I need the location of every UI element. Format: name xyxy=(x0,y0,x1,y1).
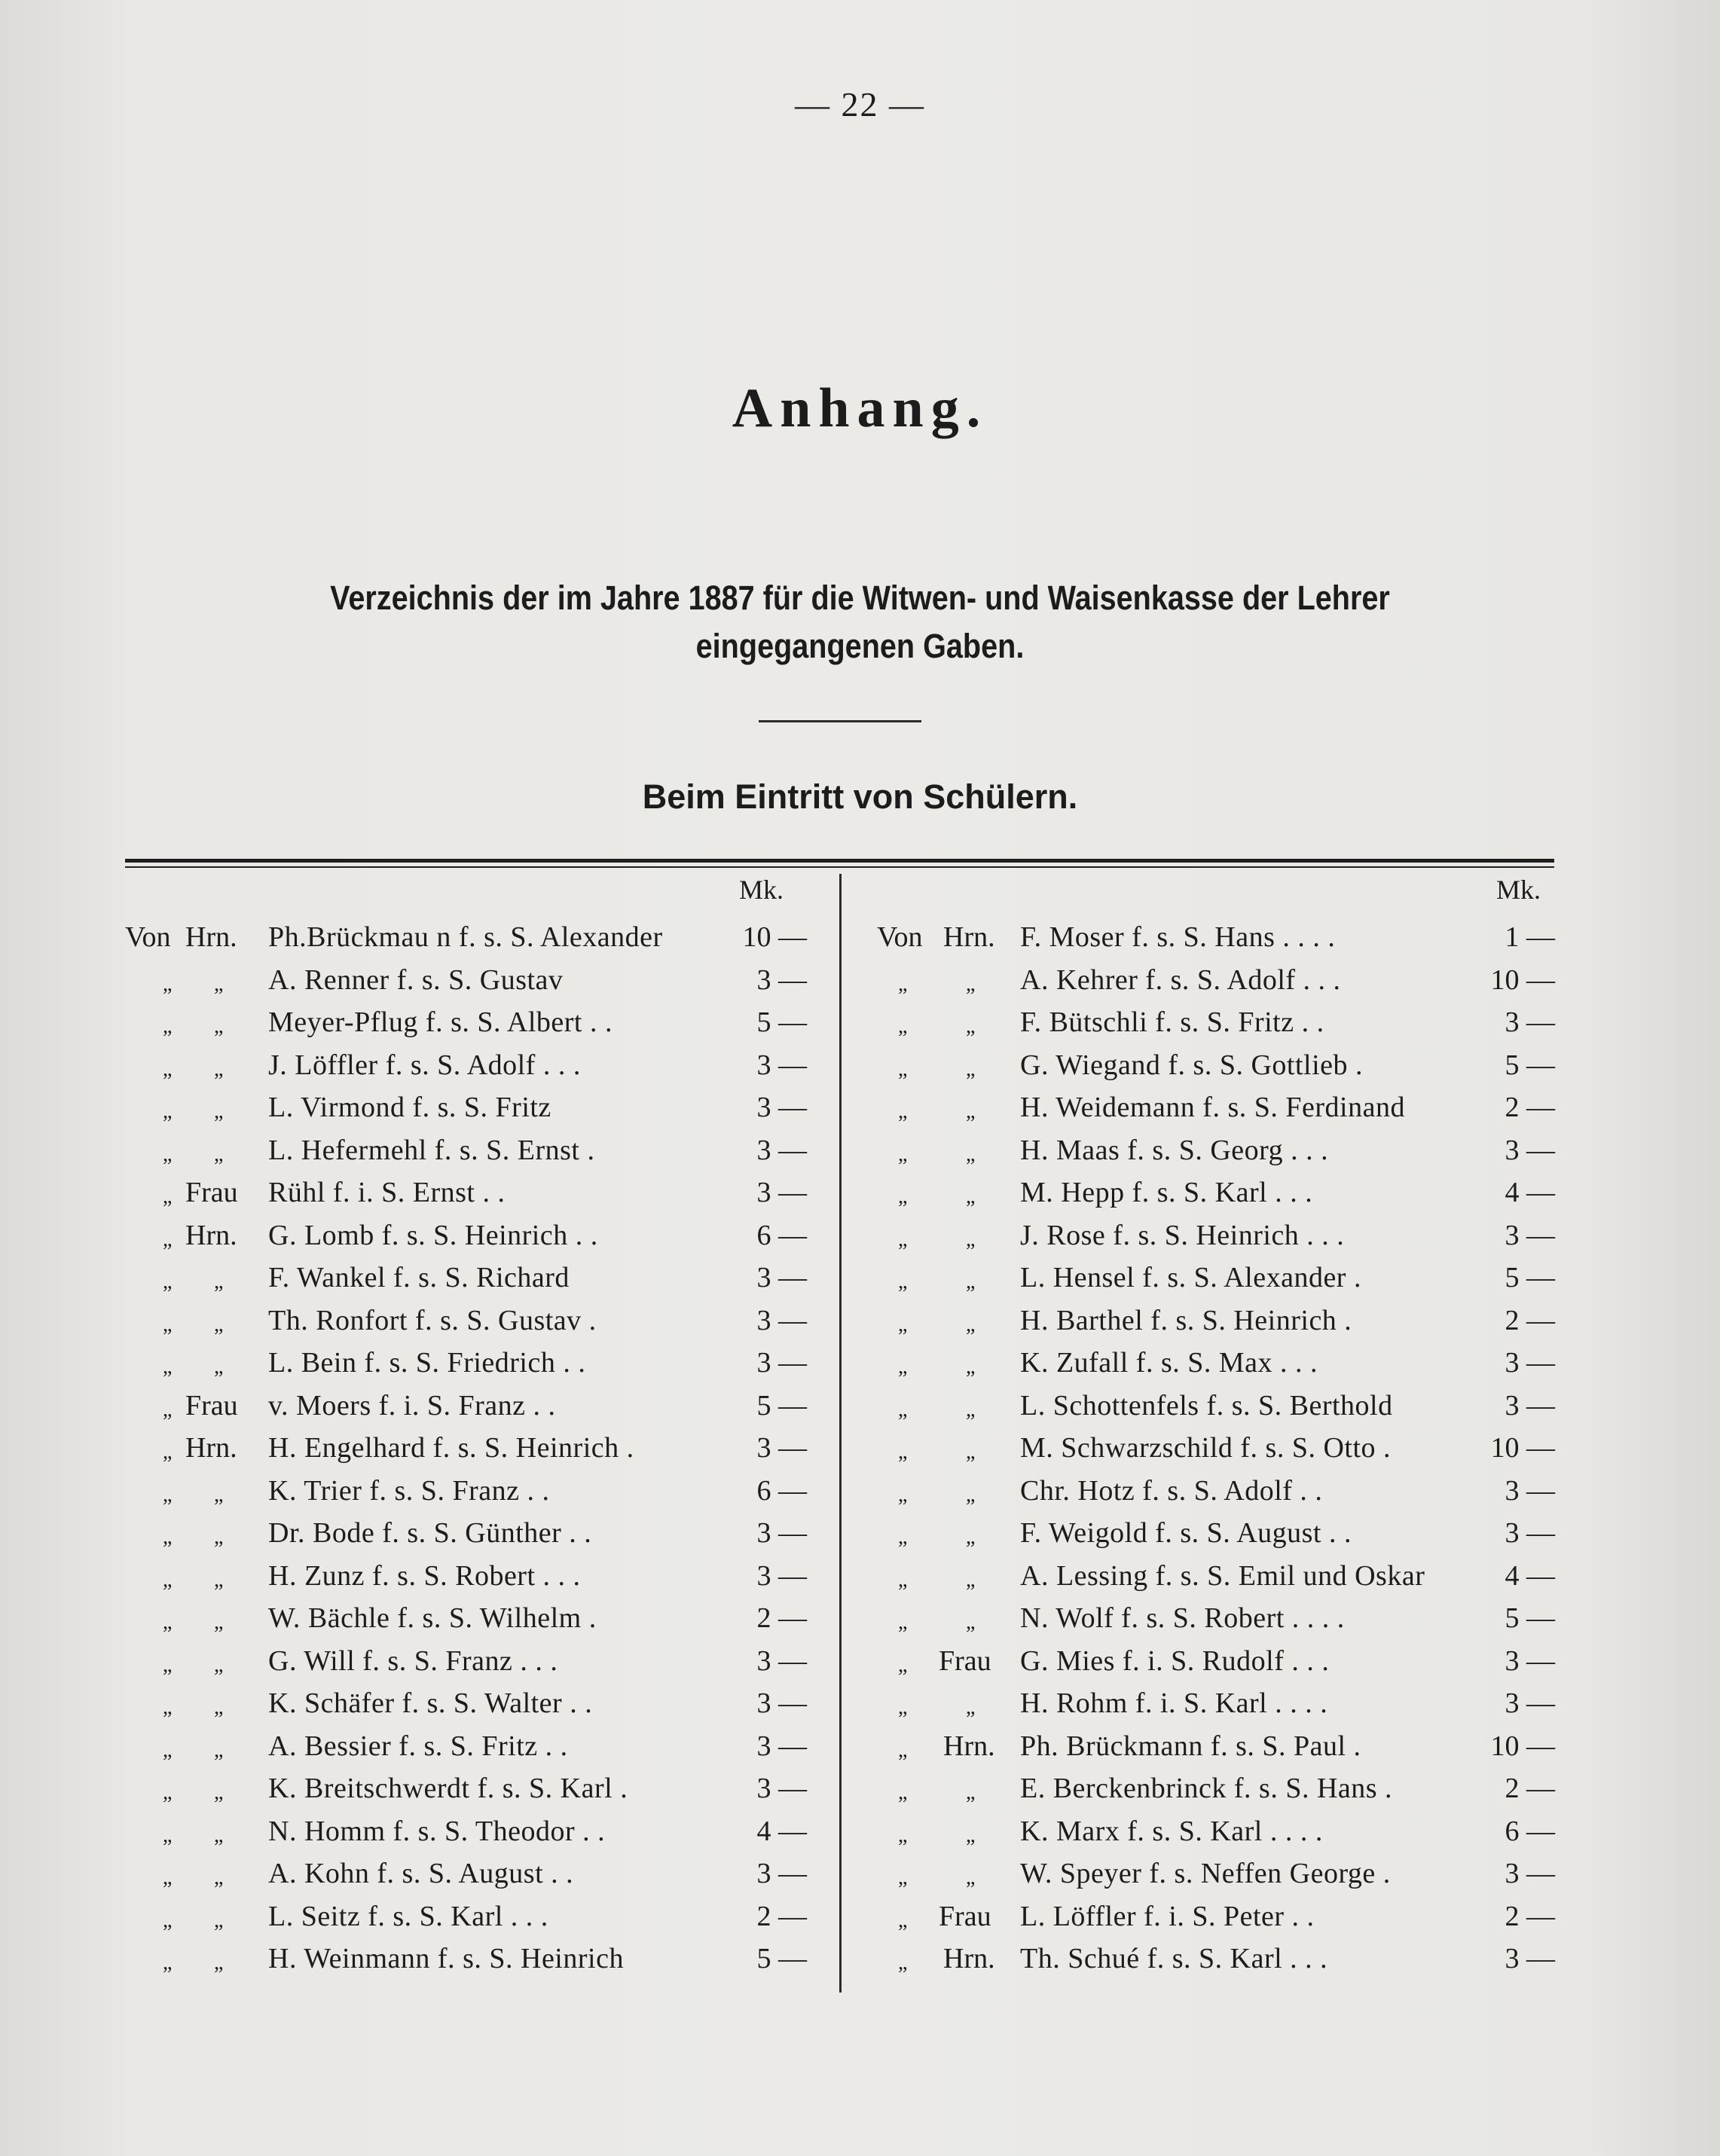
row-prefix: „ xyxy=(898,1696,908,1719)
donation-amount: 6 — xyxy=(756,1474,807,1507)
row-prefix: „ xyxy=(163,1312,173,1336)
donation-row xyxy=(877,1214,1555,1257)
donor-name: M. Schwarzschild f. s. S. Otto . xyxy=(1020,1432,1392,1464)
right-donation-list xyxy=(877,916,1555,1980)
donation-row xyxy=(125,1427,807,1470)
donation-row xyxy=(877,1938,1555,1980)
table-top-rule-thin xyxy=(125,866,1554,868)
donation-amount: 3 — xyxy=(756,1773,807,1804)
row-prefix: „ xyxy=(898,1015,908,1038)
row-title: „ xyxy=(214,1653,224,1677)
row-prefix: „ xyxy=(163,1185,173,1208)
donor-name: W. Bächle f. s. S. Wilhelm . xyxy=(268,1602,597,1634)
donation-amount: 10 — xyxy=(1490,1432,1555,1464)
row-prefix: „ xyxy=(163,1951,173,1974)
donation-amount: 2 — xyxy=(1505,1304,1555,1336)
donor-name: H. Engelhard f. s. S. Heinrich . xyxy=(268,1432,634,1464)
donation-amount: 6 — xyxy=(1505,1815,1555,1847)
column-divider xyxy=(839,874,842,1993)
donation-row xyxy=(125,1725,807,1768)
donor-name: L. Hefermehl f. s. S. Ernst . xyxy=(268,1134,595,1166)
row-title: „ xyxy=(214,1525,224,1549)
donation-amount: 5 — xyxy=(756,1006,807,1038)
row-title: Hrn. xyxy=(185,1432,237,1464)
row-title: „ xyxy=(214,1483,224,1507)
row-prefix: Von xyxy=(125,921,171,953)
row-prefix: „ xyxy=(163,1227,173,1251)
donation-row xyxy=(125,1129,807,1172)
donation-row xyxy=(125,1555,807,1598)
row-title: „ xyxy=(966,1866,976,1889)
row-prefix: „ xyxy=(163,1100,173,1123)
row-prefix: „ xyxy=(898,1142,908,1166)
right-mk-header: Mk. xyxy=(1495,875,1541,905)
short-divider xyxy=(759,720,921,722)
row-prefix: „ xyxy=(163,1696,173,1719)
donation-amount: 10 — xyxy=(742,921,807,953)
donor-name: N. Homm f. s. S. Theodor . . xyxy=(268,1815,606,1847)
donation-row xyxy=(877,1512,1555,1555)
donation-amount: 3 — xyxy=(1505,1943,1555,1974)
row-prefix: „ xyxy=(898,1653,908,1677)
donation-row xyxy=(877,1299,1555,1342)
donor-name: L. Löffler f. i. S. Peter . . xyxy=(1020,1900,1315,1932)
donation-amount: 3 — xyxy=(1505,1517,1555,1549)
donor-name: v. Moers f. i. S. Franz . . xyxy=(268,1389,556,1422)
donor-name: K. Schäfer f. s. S. Walter . . xyxy=(268,1687,593,1719)
donation-amount: 4 — xyxy=(1505,1559,1555,1592)
row-title: „ xyxy=(214,1312,224,1336)
donation-amount: 4 — xyxy=(1505,1177,1555,1208)
donation-amount: 3 — xyxy=(756,1177,807,1208)
row-prefix: „ xyxy=(898,1185,908,1208)
row-title: „ xyxy=(966,972,976,996)
donation-row xyxy=(877,959,1555,1002)
donation-row xyxy=(877,1001,1555,1044)
row-prefix: „ xyxy=(898,1525,908,1549)
donor-name: F. Moser f. s. S. Hans . . . . xyxy=(1020,921,1336,953)
donor-name: Dr. Bode f. s. S. Günther . . xyxy=(268,1517,592,1549)
row-title: Frau xyxy=(185,1177,238,1208)
row-prefix: „ xyxy=(898,1227,908,1251)
donation-amount: 3 — xyxy=(756,1517,807,1549)
donation-row xyxy=(125,1214,807,1257)
row-prefix: „ xyxy=(163,1440,173,1464)
donation-amount: 3 — xyxy=(756,1730,807,1762)
donor-name: Meyer-Pflug f. s. S. Albert . . xyxy=(268,1006,613,1038)
row-prefix: „ xyxy=(898,1355,908,1379)
donation-amount: 3 — xyxy=(1505,1687,1555,1719)
donor-name: K. Breitschwerdt f. s. S. Karl . xyxy=(268,1773,628,1804)
row-title: „ xyxy=(966,1440,976,1464)
donor-name: H. Barthel f. s. S. Heinrich . xyxy=(1020,1304,1352,1336)
row-prefix: „ xyxy=(898,1057,908,1081)
donor-name: N. Wolf f. s. S. Robert . . . . xyxy=(1020,1602,1345,1634)
row-title: „ xyxy=(214,1908,224,1932)
donation-row xyxy=(125,1597,807,1640)
donor-name: L. Seitz f. s. S. Karl . . . xyxy=(268,1900,548,1932)
row-prefix: „ xyxy=(163,1142,173,1166)
row-prefix: „ xyxy=(163,1738,173,1762)
row-title: „ xyxy=(966,1057,976,1081)
donor-name: Rühl f. i. S. Ernst . . xyxy=(268,1177,506,1208)
donor-name: Ph. Brückmann f. s. S. Paul . xyxy=(1020,1730,1361,1762)
donation-row xyxy=(877,1555,1555,1598)
donation-amount: 3 — xyxy=(1505,1644,1555,1677)
donation-amount: 2 — xyxy=(756,1602,807,1634)
donation-row xyxy=(125,1257,807,1299)
donor-name: A. Kohn f. s. S. August . . xyxy=(268,1858,574,1889)
row-prefix: „ xyxy=(898,1568,908,1592)
donation-amount: 3 — xyxy=(756,1687,807,1719)
left-mk-header: Mk. xyxy=(738,875,784,905)
donation-amount: 3 — xyxy=(756,1432,807,1464)
row-title: „ xyxy=(214,1696,224,1719)
row-title: „ xyxy=(966,1525,976,1549)
row-title: Hrn. xyxy=(185,921,237,953)
donor-name: Th. Schué f. s. S. Karl . . . xyxy=(1020,1943,1328,1974)
donation-row xyxy=(877,1385,1555,1428)
donor-name: M. Hepp f. s. S. Karl . . . xyxy=(1020,1177,1313,1208)
donation-row xyxy=(125,1001,807,1044)
row-title: Hrn. xyxy=(185,1219,237,1251)
donor-name: L. Hensel f. s. S. Alexander . xyxy=(1020,1262,1361,1293)
donation-row xyxy=(877,1470,1555,1513)
row-prefix: „ xyxy=(898,1440,908,1464)
donor-name: H. Zunz f. s. S. Robert . . . xyxy=(268,1559,581,1592)
page-number: — 22 — xyxy=(795,85,925,124)
row-title: „ xyxy=(966,1823,976,1847)
donation-amount: 10 — xyxy=(1490,963,1555,996)
row-prefix: Von xyxy=(877,921,923,953)
donation-row xyxy=(877,1767,1555,1810)
row-prefix: „ xyxy=(898,972,908,996)
row-title: „ xyxy=(214,1355,224,1379)
row-prefix: „ xyxy=(898,1312,908,1336)
donation-row xyxy=(877,1810,1555,1853)
row-title: „ xyxy=(966,1270,976,1293)
row-prefix: „ xyxy=(163,1908,173,1932)
row-prefix: „ xyxy=(898,1738,908,1762)
donation-row xyxy=(125,959,807,1002)
row-title: „ xyxy=(214,1611,224,1634)
donor-name: F. Bütschli f. s. S. Fritz . . xyxy=(1020,1006,1324,1038)
donor-name: G. Wiegand f. s. S. Gottlieb . xyxy=(1020,1049,1364,1081)
row-title: Frau xyxy=(939,1644,991,1677)
row-prefix: „ xyxy=(163,1611,173,1634)
row-title: „ xyxy=(214,1823,224,1847)
row-title: „ xyxy=(966,1142,976,1166)
donor-name: A. Renner f. s. S. Gustav xyxy=(268,963,564,996)
donation-row xyxy=(125,1767,807,1810)
donation-row xyxy=(877,1086,1555,1129)
subtitle-line-2: eingegangenen Gaben. xyxy=(695,627,1025,665)
donor-name: E. Berckenbrinck f. s. S. Hans . xyxy=(1020,1773,1393,1804)
donation-row xyxy=(125,1640,807,1683)
donation-amount: 3 — xyxy=(756,1347,807,1379)
row-prefix: „ xyxy=(898,1270,908,1293)
donation-amount: 3 — xyxy=(756,1304,807,1336)
row-prefix: „ xyxy=(163,1568,173,1592)
row-prefix: „ xyxy=(163,1483,173,1507)
row-prefix: „ xyxy=(163,1355,173,1379)
donation-row xyxy=(877,1725,1555,1768)
row-title: Hrn. xyxy=(943,1730,995,1762)
donation-amount: 3 — xyxy=(1505,1474,1555,1507)
row-title: „ xyxy=(966,1185,976,1208)
donor-name: A. Kehrer f. s. S. Adolf . . . xyxy=(1020,963,1341,996)
donation-amount: 5 — xyxy=(756,1389,807,1422)
row-title: „ xyxy=(214,1866,224,1889)
row-title: „ xyxy=(966,1227,976,1251)
donor-name: J. Löffler f. s. S. Adolf . . . xyxy=(268,1049,581,1081)
donation-row xyxy=(877,1342,1555,1385)
donation-row xyxy=(877,916,1555,959)
donation-row xyxy=(125,1470,807,1513)
subtitle-line-1: Verzeichnis der im Jahre 1887 für die Witwen- und Waisenkasse der Lehrer xyxy=(330,579,1390,617)
row-title: Frau xyxy=(185,1389,238,1422)
donation-amount: 3 — xyxy=(756,1134,807,1166)
donation-row xyxy=(877,1044,1555,1087)
donation-row xyxy=(125,1342,807,1385)
donor-name: L. Virmond f. s. S. Fritz xyxy=(268,1092,551,1123)
row-prefix: „ xyxy=(898,1483,908,1507)
row-title: „ xyxy=(214,1057,224,1081)
row-prefix: „ xyxy=(163,1057,173,1081)
donor-name: A. Lessing f. s. S. Emil und Oskar xyxy=(1020,1559,1425,1592)
donor-name: Th. Ronfort f. s. S. Gustav . xyxy=(268,1304,597,1336)
donation-amount: 5 — xyxy=(756,1943,807,1974)
donation-amount: 4 — xyxy=(756,1815,807,1847)
row-title: „ xyxy=(966,1483,976,1507)
row-prefix: „ xyxy=(898,1908,908,1932)
appendix-heading: Anhang. xyxy=(732,377,988,439)
donation-amount: 5 — xyxy=(1505,1262,1555,1293)
row-title: „ xyxy=(214,1951,224,1974)
donor-name: J. Rose f. s. S. Heinrich . . . xyxy=(1020,1219,1345,1251)
donor-name: A. Bessier f. s. S. Fritz . . xyxy=(268,1730,568,1762)
row-title: Frau xyxy=(939,1900,991,1932)
donation-row xyxy=(125,1852,807,1895)
donor-name: K. Zufall f. s. S. Max . . . xyxy=(1020,1347,1318,1379)
donation-amount: 3 — xyxy=(756,1858,807,1889)
donation-amount: 10 — xyxy=(1490,1730,1555,1762)
donation-amount: 3 — xyxy=(756,1262,807,1293)
row-title: Hrn. xyxy=(943,921,995,953)
donation-row xyxy=(877,1597,1555,1640)
donor-name: W. Speyer f. s. Neffen George . xyxy=(1020,1858,1391,1889)
donor-name: G. Lomb f. s. S. Heinrich . . xyxy=(268,1219,598,1251)
donor-name: Ph.Brückmau n f. s. S. Alexander xyxy=(268,921,663,953)
donor-name: H. Rohm f. i. S. Karl . . . . xyxy=(1020,1687,1328,1719)
donation-amount: 3 — xyxy=(756,1559,807,1592)
row-prefix: „ xyxy=(898,1866,908,1889)
row-prefix: „ xyxy=(898,1951,908,1974)
donation-amount: 3 — xyxy=(1505,1134,1555,1166)
row-prefix: „ xyxy=(163,1397,173,1422)
donation-amount: 3 — xyxy=(1505,1347,1555,1379)
donation-row xyxy=(125,916,807,959)
row-prefix: „ xyxy=(163,1525,173,1549)
row-title: „ xyxy=(966,1312,976,1336)
donation-amount: 2 — xyxy=(1505,1773,1555,1804)
donation-amount: 3 — xyxy=(1505,1006,1555,1038)
row-title: „ xyxy=(214,1568,224,1592)
donation-amount: 3 — xyxy=(756,1049,807,1081)
donation-row xyxy=(877,1257,1555,1299)
donor-name: Chr. Hotz f. s. S. Adolf . . xyxy=(1020,1474,1323,1507)
donor-name: K. Marx f. s. S. Karl . . . . xyxy=(1020,1815,1323,1847)
row-prefix: „ xyxy=(898,1611,908,1634)
donation-amount: 3 — xyxy=(1505,1219,1555,1251)
donation-amount: 2 — xyxy=(1505,1092,1555,1123)
row-prefix: „ xyxy=(163,1270,173,1293)
donation-row xyxy=(125,1299,807,1342)
donation-row xyxy=(125,1385,807,1428)
donation-row xyxy=(125,1171,807,1214)
row-prefix: „ xyxy=(163,972,173,996)
row-prefix: „ xyxy=(163,1015,173,1038)
table-top-rule xyxy=(125,859,1554,863)
donation-amount: 3 — xyxy=(1505,1389,1555,1422)
donation-amount: 5 — xyxy=(1505,1602,1555,1634)
row-title: „ xyxy=(966,1696,976,1719)
donation-row xyxy=(125,1810,807,1853)
section-title: Beim Eintritt von Schülern. xyxy=(642,777,1078,816)
row-title: „ xyxy=(966,1015,976,1038)
donor-name: L. Bein f. s. S. Friedrich . . xyxy=(268,1347,586,1379)
donation-row xyxy=(877,1682,1555,1725)
row-title: „ xyxy=(214,1015,224,1038)
row-prefix: „ xyxy=(898,1397,908,1422)
row-prefix: „ xyxy=(163,1781,173,1804)
row-title: „ xyxy=(966,1355,976,1379)
left-donation-list xyxy=(125,916,807,1980)
row-prefix: „ xyxy=(898,1100,908,1123)
donation-amount: 1 — xyxy=(1505,921,1555,953)
row-title: „ xyxy=(966,1568,976,1592)
row-prefix: „ xyxy=(898,1781,908,1804)
row-prefix: „ xyxy=(163,1866,173,1889)
donor-name: H. Maas f. s. S. Georg . . . xyxy=(1020,1134,1329,1166)
donor-name: H. Weinmann f. s. S. Heinrich xyxy=(268,1943,624,1974)
row-title: „ xyxy=(966,1611,976,1634)
donation-row xyxy=(125,1682,807,1725)
row-title: „ xyxy=(966,1397,976,1422)
row-title: „ xyxy=(214,1738,224,1762)
row-title: „ xyxy=(214,1100,224,1123)
donor-name: H. Weidemann f. s. S. Ferdinand xyxy=(1020,1092,1405,1123)
donor-name: L. Schottenfels f. s. S. Berthold xyxy=(1020,1389,1393,1422)
donation-row xyxy=(877,1427,1555,1470)
donation-row xyxy=(877,1171,1555,1214)
donation-row xyxy=(877,1640,1555,1683)
donation-row xyxy=(877,1895,1555,1938)
donation-amount: 3 — xyxy=(1505,1858,1555,1889)
donor-name: K. Trier f. s. S. Franz . . xyxy=(268,1474,550,1507)
donation-row xyxy=(125,1512,807,1555)
donation-row xyxy=(877,1852,1555,1895)
donation-row xyxy=(125,1938,807,1980)
donation-amount: 6 — xyxy=(756,1219,807,1251)
row-title: „ xyxy=(966,1781,976,1804)
row-prefix: „ xyxy=(163,1823,173,1847)
donation-row xyxy=(125,1895,807,1938)
donation-amount: 5 — xyxy=(1505,1049,1555,1081)
donation-row xyxy=(125,1044,807,1087)
donation-amount: 3 — xyxy=(756,1644,807,1677)
list-subtitle xyxy=(236,574,1484,670)
row-title: „ xyxy=(214,1142,224,1166)
donor-name: F. Wankel f. s. S. Richard xyxy=(268,1262,570,1293)
donation-row xyxy=(877,1129,1555,1172)
row-title: „ xyxy=(214,1270,224,1293)
row-prefix: „ xyxy=(898,1823,908,1847)
donation-row xyxy=(125,1086,807,1129)
row-title: „ xyxy=(214,1781,224,1804)
donation-amount: 3 — xyxy=(756,1092,807,1123)
donation-amount: 3 — xyxy=(756,963,807,996)
row-title: „ xyxy=(966,1100,976,1123)
donor-name: G. Will f. s. S. Franz . . . xyxy=(268,1644,558,1677)
row-title: „ xyxy=(214,972,224,996)
donor-name: G. Mies f. i. S. Rudolf . . . xyxy=(1020,1644,1330,1677)
donor-name: F. Weigold f. s. S. August . . xyxy=(1020,1517,1352,1549)
row-prefix: „ xyxy=(163,1653,173,1677)
donation-amount: 2 — xyxy=(1505,1900,1555,1932)
donation-amount: 2 — xyxy=(756,1900,807,1932)
row-title: Hrn. xyxy=(943,1943,995,1974)
